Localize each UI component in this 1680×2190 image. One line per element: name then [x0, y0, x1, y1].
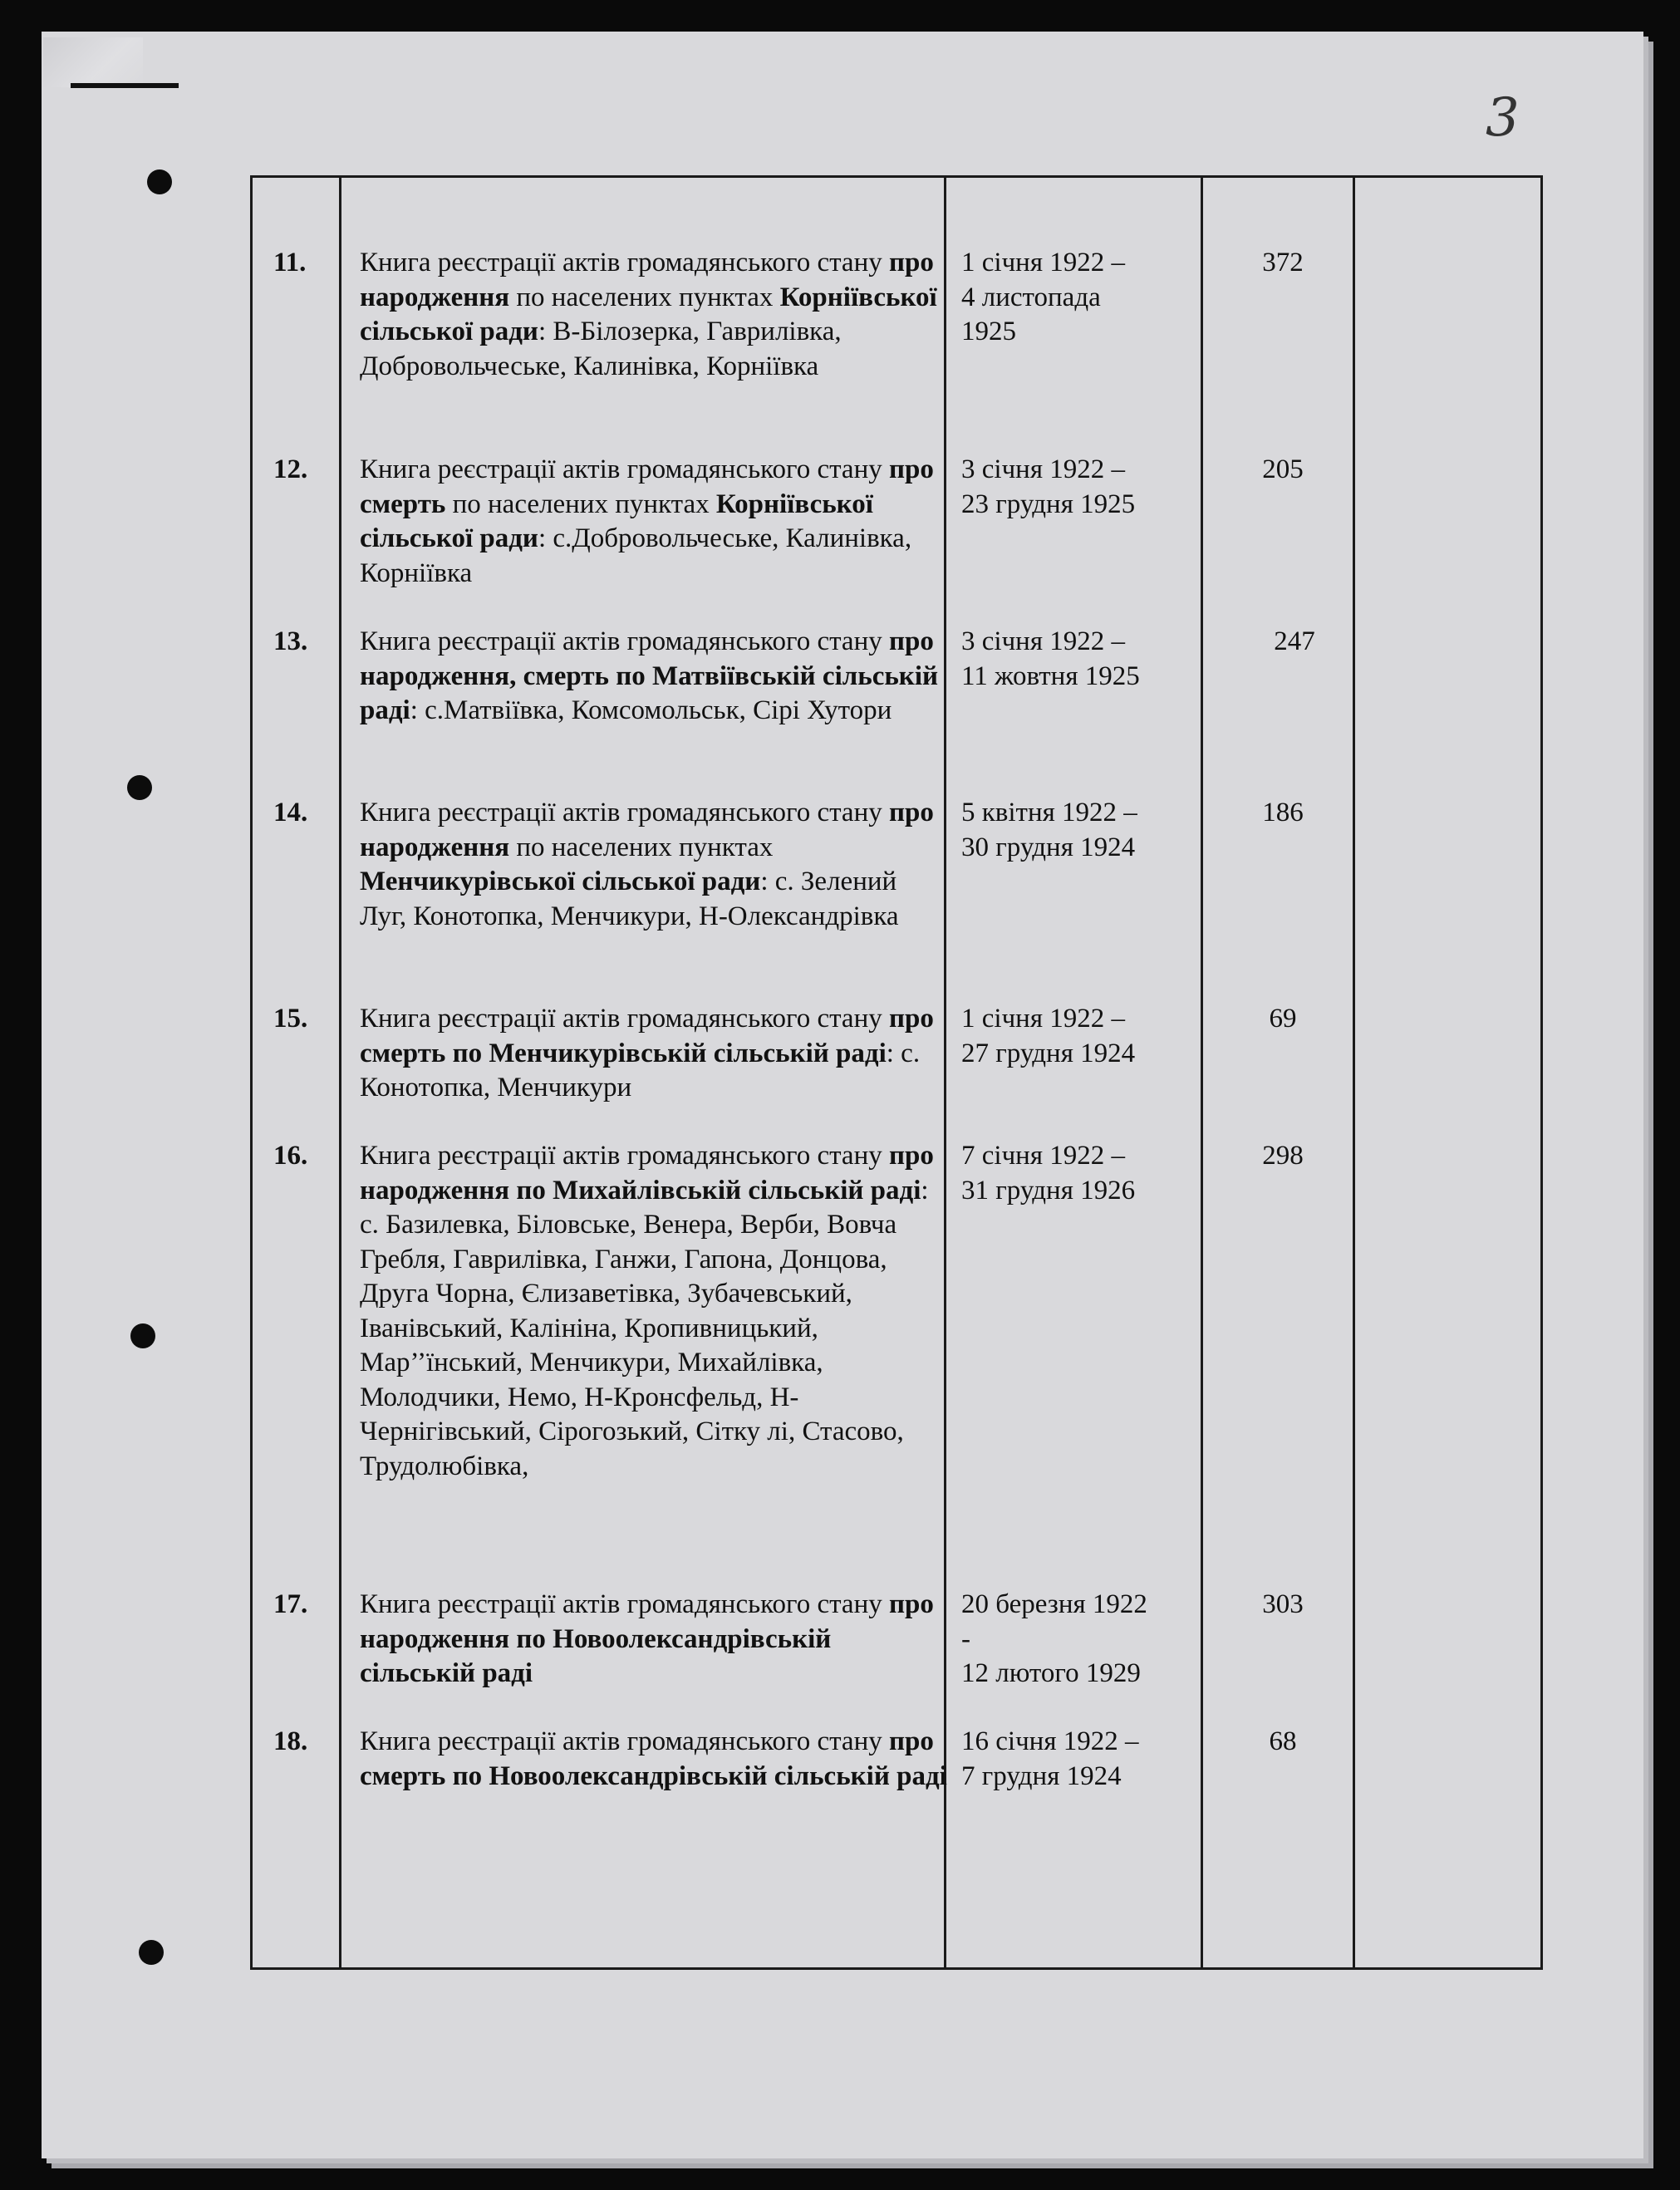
record-count: 68	[1269, 1726, 1297, 1756]
desc-text: по населених пунктах	[445, 489, 716, 519]
date-line: 20 березня 1922	[961, 1589, 1147, 1619]
record-dates	[961, 1725, 1202, 1794]
date-line: 3 січня 1922 –	[961, 626, 1126, 656]
desc-text: : с.Добровольчеське, Калинівка, Корніївка	[360, 523, 912, 588]
column-divider	[339, 178, 341, 1967]
desc-bold: про народження, смерть по Матвіївській сільській раді	[360, 626, 938, 725]
record-count: 205	[1262, 454, 1304, 484]
corner-mark	[71, 83, 179, 88]
record-description	[360, 1139, 950, 1484]
column-divider	[1201, 178, 1203, 1967]
desc-bold: Менчикурівської сільської ради	[360, 867, 761, 896]
desc-bold: Корніївської сільської ради	[360, 282, 937, 346]
binder-hole	[139, 1940, 164, 1965]
record-dates	[961, 1002, 1202, 1071]
date-line: 11 жовтня 1925	[961, 660, 1140, 691]
desc-text: Книга реєстрації актів громадянського стану	[360, 1004, 889, 1034]
row-number: 18.	[273, 1726, 308, 1756]
desc-text: по населених пунктах	[509, 282, 780, 312]
row-number: 16.	[273, 1141, 308, 1171]
date-line: 1 січня 1922 –	[961, 248, 1126, 277]
binder-hole	[130, 1323, 155, 1348]
desc-bold: про смерть по Новоолександрівській сільській раді	[360, 1726, 947, 1791]
record-description	[360, 1002, 950, 1106]
date-line: -	[961, 1623, 970, 1654]
binder-hole	[127, 775, 152, 800]
record-dates	[961, 246, 1202, 350]
date-line: 1925	[961, 317, 1016, 346]
record-count: 247	[1274, 626, 1315, 656]
date-line: 30 грудня 1924	[961, 832, 1136, 862]
record-dates	[961, 1588, 1202, 1692]
desc-text: Книга реєстрації актів громадянського стану	[360, 1589, 889, 1619]
desc-bold: про смерть	[360, 454, 934, 519]
date-line: 31 грудня 1926	[961, 1175, 1136, 1205]
desc-text: : с. Зелений Луг, Конотопка, Менчикури, Н-Олександрівка	[360, 867, 899, 931]
row-number: 15.	[273, 1004, 308, 1034]
row-number: 17.	[273, 1589, 308, 1619]
desc-bold: про народження по Новоолександрівській сільській раді	[360, 1589, 934, 1688]
record-count: 303	[1262, 1589, 1304, 1619]
date-line: 23 грудня 1925	[961, 489, 1136, 519]
record-count: 69	[1269, 1004, 1297, 1034]
record-count: 186	[1262, 798, 1304, 827]
desc-bold: про народження	[360, 798, 934, 862]
date-line: 7 січня 1922 –	[961, 1141, 1126, 1171]
records-table	[250, 175, 1543, 1970]
desc-bold: про смерть по Менчикурівській сільській раді	[360, 1004, 934, 1068]
desc-text: : с. Конотопка, Менчикури	[360, 1038, 921, 1102]
date-line: 12 лютого 1929	[961, 1658, 1141, 1688]
binder-hole	[147, 169, 172, 194]
desc-text: Книга реєстрації актів громадянського стану	[360, 248, 889, 277]
desc-text: : с. Базилевка, Біловське, Венера, Верби, Вовча Гребля, Гаврилівка, Ганжи, Гапона, Донцова, Друга Чорна, Єлизаветівка, Зубачевський, Іванівський, Калініна, Кропивницький, Мар’’їнський, Менчикури, Михайлівка, Молодчики, Немо, Н-Кронсфельд, Н-Чернігівський, Сірогозький, Сітку лі, Стасово, Трудолюбівка,	[360, 1175, 929, 1481]
date-line: 27 грудня 1924	[961, 1038, 1136, 1068]
desc-bold: про народження	[360, 248, 934, 312]
desc-text: Книга реєстрації актів громадянського стану	[360, 626, 889, 656]
record-dates	[961, 1139, 1202, 1208]
date-line: 5 квітня 1922 –	[961, 798, 1137, 827]
record-description	[360, 625, 950, 729]
desc-text: Книга реєстрації актів громадянського стану	[360, 1726, 889, 1756]
page-number: 3	[1486, 87, 1520, 149]
date-line: 16 січня 1922 –	[961, 1726, 1139, 1756]
desc-text: по населених пунктах	[509, 832, 774, 862]
date-line: 1 січня 1922 –	[961, 1004, 1126, 1034]
record-count: 372	[1262, 248, 1304, 277]
row-number: 11.	[273, 248, 307, 277]
date-line: 4 листопада	[961, 282, 1101, 312]
record-description	[360, 1588, 950, 1692]
page-corner-fold	[43, 37, 143, 87]
row-number: 13.	[273, 626, 308, 656]
desc-text: : с.Матвіївка, Комсомольськ, Сірі Хутори	[410, 695, 892, 725]
record-description	[360, 1725, 950, 1794]
desc-text: Книга реєстрації актів громадянського стану	[360, 454, 889, 484]
row-number: 14.	[273, 798, 308, 827]
desc-bold: Корніївської сільської ради	[360, 489, 873, 553]
record-description	[360, 796, 950, 934]
record-count: 298	[1262, 1141, 1304, 1171]
date-line: 7 грудня 1924	[961, 1760, 1122, 1791]
desc-text: Книга реєстрації актів громадянського стану	[360, 798, 889, 827]
column-divider	[1353, 178, 1355, 1967]
desc-bold: про народження по Михайлівській сільській раді	[360, 1141, 934, 1205]
date-line: 3 січня 1922 –	[961, 454, 1126, 484]
record-dates	[961, 625, 1202, 694]
record-description	[360, 453, 950, 591]
desc-text: Книга реєстрації актів громадянського стану	[360, 1141, 889, 1171]
desc-text: : В-Білозерка, Гаврилівка, Добровольчеське, Калинівка, Корніївка	[360, 317, 842, 381]
record-description	[360, 246, 950, 384]
record-dates	[961, 453, 1202, 522]
record-dates	[961, 796, 1202, 865]
row-number: 12.	[273, 454, 308, 484]
